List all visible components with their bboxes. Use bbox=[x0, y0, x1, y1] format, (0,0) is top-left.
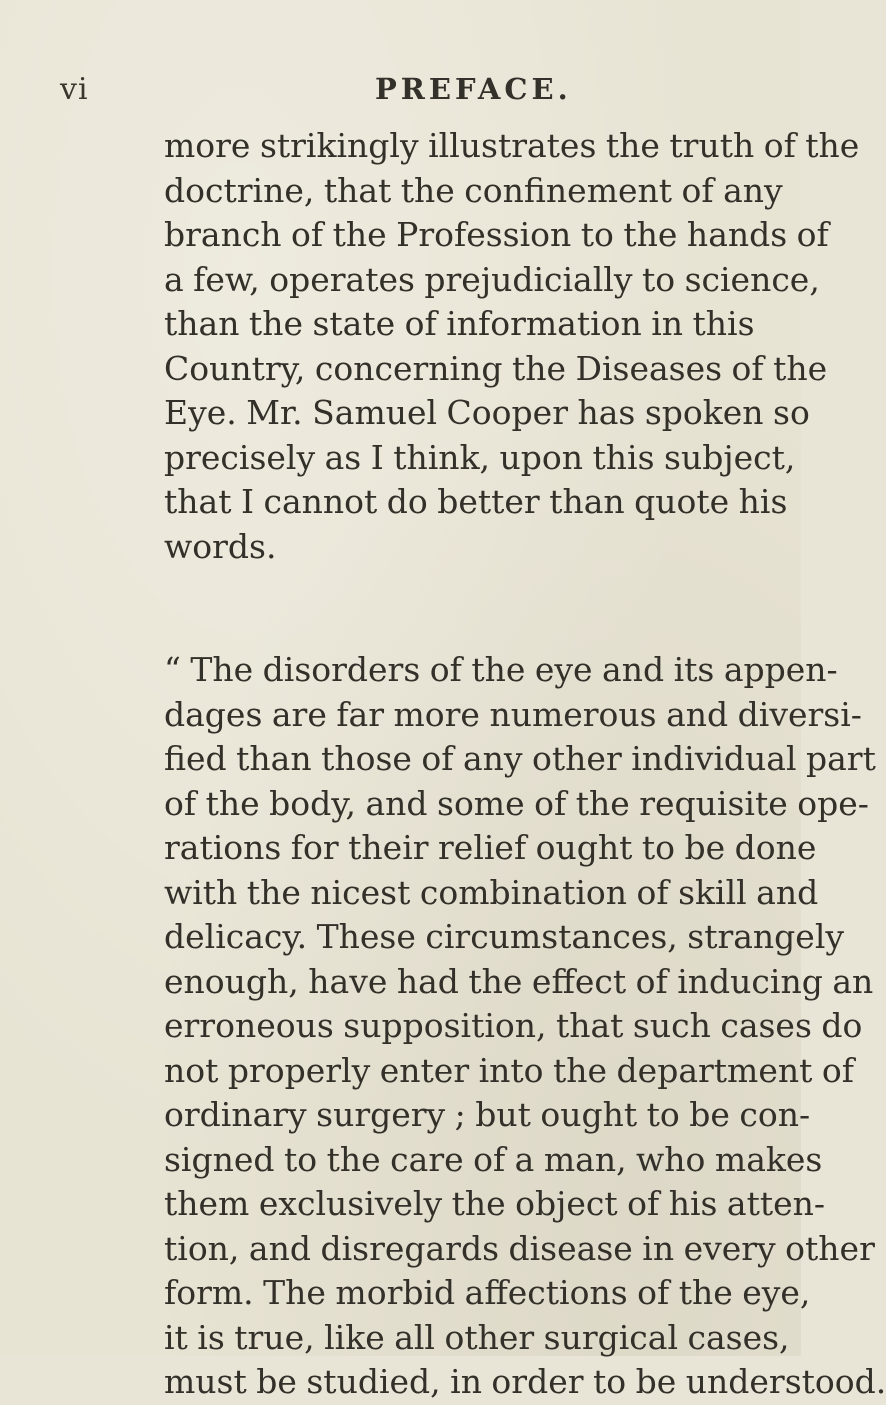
text-line: tion, and disregards disease in every other bbox=[164, 1228, 875, 1268]
text-line: that I cannot do better than quote his bbox=[164, 482, 788, 521]
text-line: Country, concerning the Diseases of the bbox=[164, 348, 828, 388]
text-line: words. bbox=[164, 526, 277, 566]
text-line: with the nicest combination of skill and bbox=[164, 872, 819, 912]
text-line: “ The disorders of the eye and its appen- bbox=[164, 650, 838, 689]
paragraph-1 bbox=[164, 124, 860, 569]
text-line: signed to the care of a man, who makes bbox=[164, 1139, 823, 1179]
text-line: must be studied, in order to be understood. bbox=[164, 1362, 886, 1401]
paragraph-2-quotation bbox=[164, 648, 886, 1405]
text-line: erroneous supposition, that such cases do bbox=[164, 1006, 863, 1045]
text-line: Eye. Mr. Samuel Cooper has spoken so bbox=[164, 393, 810, 432]
text-line: of the body, and some of the requisite ope- bbox=[164, 783, 869, 823]
text-line: it is true, like all other surgical cases, bbox=[164, 1317, 790, 1357]
text-line: form. The morbid affections of the eye, bbox=[164, 1273, 811, 1312]
body-text bbox=[164, 124, 886, 1405]
text-line: a few, operates prejudicially to science, bbox=[164, 259, 820, 299]
text-line: dages are far more numerous and diversi- bbox=[164, 694, 862, 734]
text-line: branch of the Profession to the hands of bbox=[164, 215, 829, 254]
text-line: them exclusively the object of his atten- bbox=[164, 1184, 826, 1223]
text-line: precisely as I think, upon this subject, bbox=[164, 437, 796, 477]
paragraph-gap bbox=[164, 569, 738, 648]
text-line: delicacy. These circumstances, strangely bbox=[164, 917, 845, 956]
text-line: doctrine, that the confinement of any bbox=[164, 170, 783, 210]
text-line: enough, have had the effect of inducing an bbox=[164, 961, 874, 1001]
text-line: more strikingly illustrates the truth of the bbox=[164, 126, 860, 165]
text-line: fied than those of any other individual part bbox=[164, 739, 876, 778]
text-line: than the state of information in this bbox=[164, 304, 755, 343]
page-number: vi bbox=[60, 72, 89, 107]
text-line: rations for their relief ought to be done bbox=[164, 828, 817, 867]
text-line: ordinary surgery ; but ought to be con- bbox=[164, 1095, 811, 1134]
text-line: not properly enter into the department of bbox=[164, 1050, 854, 1090]
running-head: PREFACE. bbox=[375, 72, 572, 106]
